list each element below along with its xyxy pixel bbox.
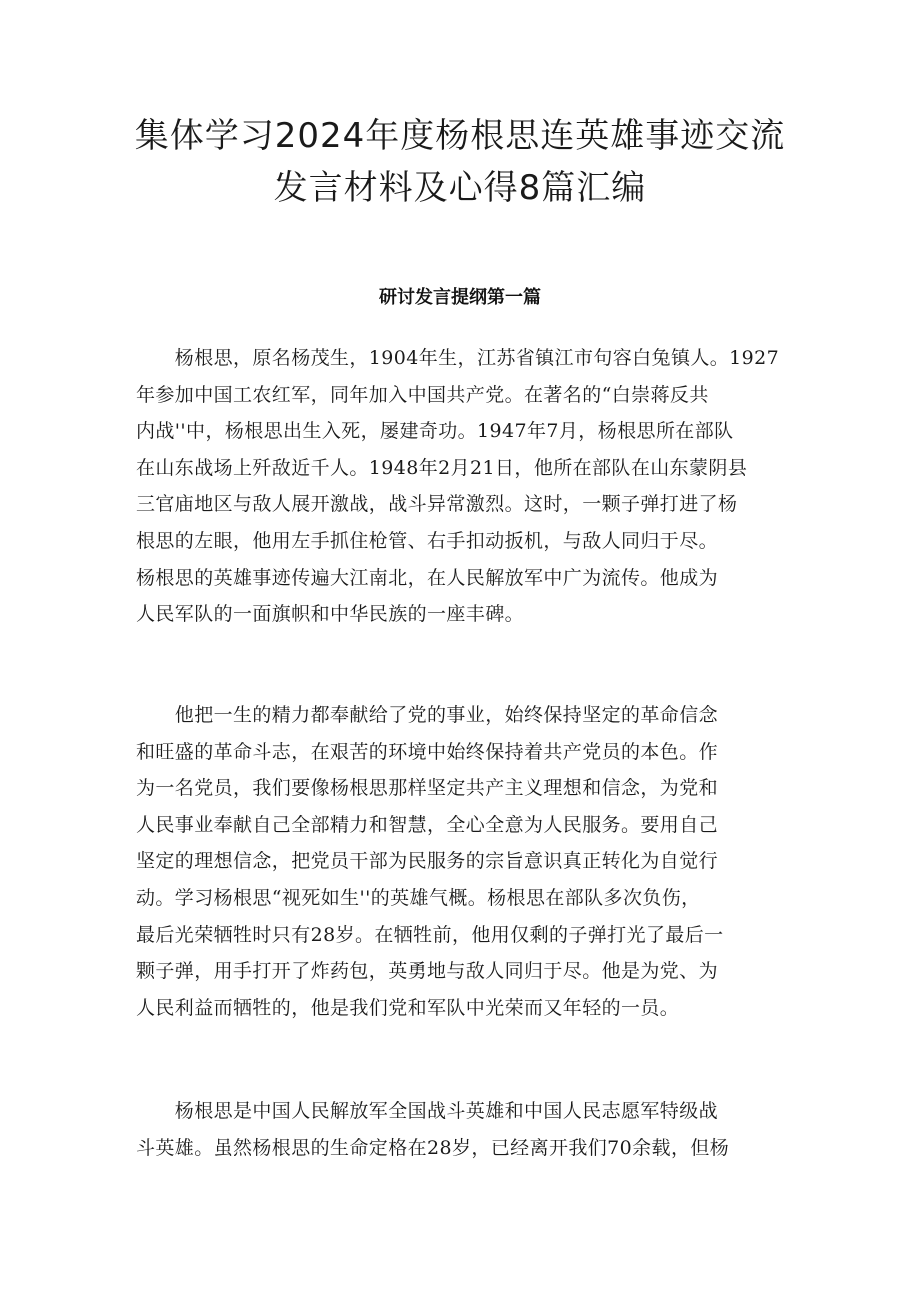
paragraph-line: 颗子弹，用手打开了炸药包，英勇地与敌人同归于尽。他是为党、为: [136, 960, 719, 983]
paragraph-line: 动。学习杨根思“视死如生''的英雄气概。杨根思在部队多次负伤，: [136, 886, 701, 909]
paragraph-line: 人民利益而牺牲的，他是我们党和军队中光荣而又年轻的一员。: [136, 996, 680, 1019]
paragraph-line: 他把一生的精力都奉献给了党的事业，始终保持坚定的革命信念: [136, 704, 719, 726]
section-heading: 研讨发言提纲第一篇: [379, 287, 541, 308]
paragraph-line: 最后光荣牺牲时只有28岁。在牺牲前，他用仅剩的子弹打光了最后一: [136, 923, 724, 946]
paragraph-line: 坚定的理想信念，把党员干部为民服务的宗旨意识真正转化为自觉行: [136, 850, 719, 873]
document-title-line-1: 集体学习2024年度杨根思连英雄事迹交流: [134, 116, 786, 156]
document-title: [0, 110, 920, 214]
paragraph-line: 在山东战场上歼敌近千人。1948年2月21日，他所在部队在山东蒙阴县: [136, 456, 748, 479]
paragraph-2: [136, 697, 786, 1026]
paragraph-1: [136, 340, 786, 633]
paragraph-line: 根思的左眼，他用左手抓住枪管、右手扣动扳机，与敌人同归于尽。: [136, 529, 719, 552]
paragraph-3: [136, 1093, 786, 1166]
paragraph-line: 人民事业奉献自己全部精力和智慧，全心全意为人民服务。要用自己: [136, 813, 719, 836]
paragraph-line: 三官庙地区与敌人展开激战，战斗异常激烈。这时，一颗子弹打进了杨: [136, 493, 738, 516]
paragraph-line: 内战''中，杨根思出生入死，屡建奇功。1947年7月，杨根思所在部队: [136, 420, 734, 443]
paragraph-line: 杨根思，原名杨茂生，1904年生，江苏省镇江市句容白兔镇人。1927: [136, 347, 780, 369]
paragraph-line: 人民军队的一面旗帜和中华民族的一座丰碑。: [136, 603, 525, 626]
paragraph-line: 和旺盛的革命斗志，在艰苦的环境中始终保持着共产党员的本色。作: [136, 740, 719, 763]
paragraph-line: 年参加中国工农红军，同年加入中国共产党。在著名的“白崇蒋反共: [136, 383, 709, 406]
paragraph-line: 为一名党员，我们要像杨根思那样坚定共产主义理想和信念，为党和: [136, 777, 719, 800]
paragraph-line: 杨根思是中国人民解放军全国战斗英雄和中国人民志愿军特级战: [136, 1100, 719, 1122]
paragraph-line: 杨根思的英雄事迹传遍大江南北，在人民解放军中广为流传。他成为: [136, 566, 719, 589]
paragraph-line: 斗英雄。虽然杨根思的生命定格在28岁，已经离开我们70余载，但杨: [136, 1136, 730, 1159]
document-title-line-2: 发言材料及心得8篇汇编: [273, 168, 647, 208]
